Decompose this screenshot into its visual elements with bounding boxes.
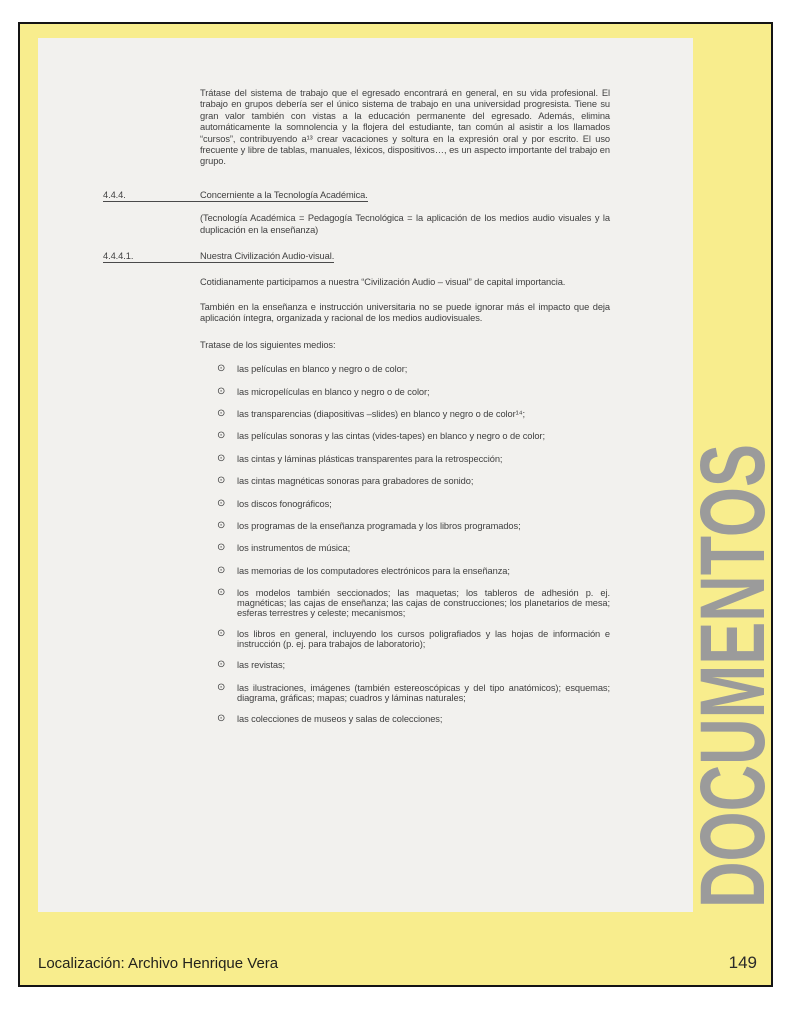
section-title: Concerniente a la Tecnología Académica.: [200, 190, 368, 202]
bullet-icon: ⊙: [217, 681, 226, 693]
bullet-icon: ⊙: [217, 430, 226, 442]
media-list-item-text: las películas sonoras y las cintas (vides-tapes) en blanco y negro o de color;: [237, 431, 545, 442]
bullet-icon: ⊙: [217, 712, 226, 724]
section-title: Nuestra Civilización Audio-visual.: [200, 251, 334, 263]
side-label-documentos: DOCUMENTOS: [682, 444, 784, 908]
paragraph-daily: Cotidianamente participamos a nuestra “Civilización Audio – visual” de capital importancia.: [200, 277, 566, 288]
media-list-item: [216, 629, 610, 649]
paragraph-intro: Trátase del sistema de trabajo que el egresado encontrará en general, en su vida profesional. El trabajo en grupos debería ser el único sistema de trabajo en una universidad progresista. Tiene su gran valor también con vistas a la educación permanente del egresado. Además, elimina automáticamente la somnolencia y la flojera del estudiante, tan común al asistir a los llamados “cursos”, contribuyendo a¹³ crear vacaciones y soltura en la expresión oral y por escrito. El uso frecuente y libre de tablas, manuales, léxicos, dispositivos…, es un aspecto importante del trabajo en grupo.: [200, 88, 610, 167]
bullet-icon: ⊙: [217, 628, 226, 640]
bullet-icon: ⊙: [217, 475, 226, 487]
document-content: [103, 88, 610, 736]
media-list-item: [216, 714, 610, 725]
media-list: [103, 364, 610, 725]
media-list-item-text: las ilustraciones, imágenes (también estereoscópicas y del tipo anatómicos); esquemas; diagrama, gráficas; mapas; cuadros y láminas naturales;: [237, 682, 610, 703]
paragraph-impact: También en la enseñanza e instrucción universitaria no se puede ignorar más el impacto que deja aplicación íntegra, organizada y racional de los medios audiovisuales.: [200, 301, 610, 324]
paragraph-definition: (Tecnología Académica = Pedagogía Tecnológica = la aplicación de los medios audio visuales y la duplicación en la enseñanza): [200, 213, 610, 235]
media-list-item: [216, 588, 610, 618]
media-list-item: [216, 683, 610, 703]
media-list-item-text: las cintas y láminas plásticas transparentes para la retrospección;: [237, 453, 503, 464]
media-list-item-text: los programas de la enseñanza programada y los libros programados;: [237, 520, 521, 531]
media-list-item-text: las revistas;: [237, 660, 286, 671]
section-heading-444: [103, 190, 610, 202]
media-list-item: [216, 454, 610, 465]
bullet-icon: ⊙: [217, 452, 226, 464]
media-list-item-text: las películas en blanco y negro o de color;: [237, 364, 408, 375]
footer-location-label: Localización: Archivo Henrique Vera: [38, 955, 279, 972]
media-list-item-text: las cintas magnéticas sonoras para grabadores de sonido;: [237, 476, 474, 487]
section-number: 4.4.4.: [103, 190, 200, 202]
scanned-document: [38, 38, 693, 912]
section-number: 4.4.4.1.: [103, 251, 200, 263]
page-number: 149: [728, 953, 757, 972]
media-list-item-text: los discos fonográficos;: [237, 498, 332, 509]
media-list-item: [216, 521, 610, 532]
media-list-item-text: las transparencias (diapositivas –slides) en blanco y negro o de color¹⁴;: [237, 408, 526, 419]
media-list-item: [216, 543, 610, 554]
media-list-item: [216, 431, 610, 442]
media-list-item: [216, 660, 610, 671]
media-list-item-text: los modelos también seccionados; las maquetas; los tableros de adhesión p. ej. magnéticas; las cajas de enseñanza; las cajas de construcciones; los planetarios de mesa; esferas terrestres y celeste; mecanismos;: [237, 588, 610, 619]
bullet-icon: ⊙: [217, 542, 226, 554]
media-list-item: [216, 499, 610, 510]
bullet-icon: ⊙: [217, 363, 226, 375]
bullet-icon: ⊙: [217, 564, 226, 576]
bullet-icon: ⊙: [217, 659, 226, 671]
media-list-item: [216, 566, 610, 577]
media-list-item-text: los instrumentos de música;: [237, 543, 351, 554]
media-list-item: [216, 387, 610, 398]
media-list-item-text: las colecciones de museos y salas de colecciones;: [237, 713, 443, 724]
paragraph-list-intro: Tratase de los siguientes medios:: [200, 339, 336, 350]
bullet-icon: ⊙: [217, 587, 226, 599]
media-list-item: [216, 364, 610, 375]
bullet-icon: ⊙: [217, 407, 226, 419]
media-list-item-text: las micropelículas en blanco y negro o de color;: [237, 386, 430, 397]
media-list-item: [216, 476, 610, 487]
bullet-icon: ⊙: [217, 385, 226, 397]
media-list-item: [216, 409, 610, 420]
bullet-icon: ⊙: [217, 519, 226, 531]
media-list-item-text: las memorias de los computadores electrónicos para la enseñanza;: [237, 565, 510, 576]
media-list-item-text: los libros en general, incluyendo los cursos poligrafiados y las hojas de información e instrucción (p. ej. para trabajos de laboratorio);: [237, 629, 610, 650]
section-heading-4441: [103, 251, 610, 263]
bullet-icon: ⊙: [217, 497, 226, 509]
